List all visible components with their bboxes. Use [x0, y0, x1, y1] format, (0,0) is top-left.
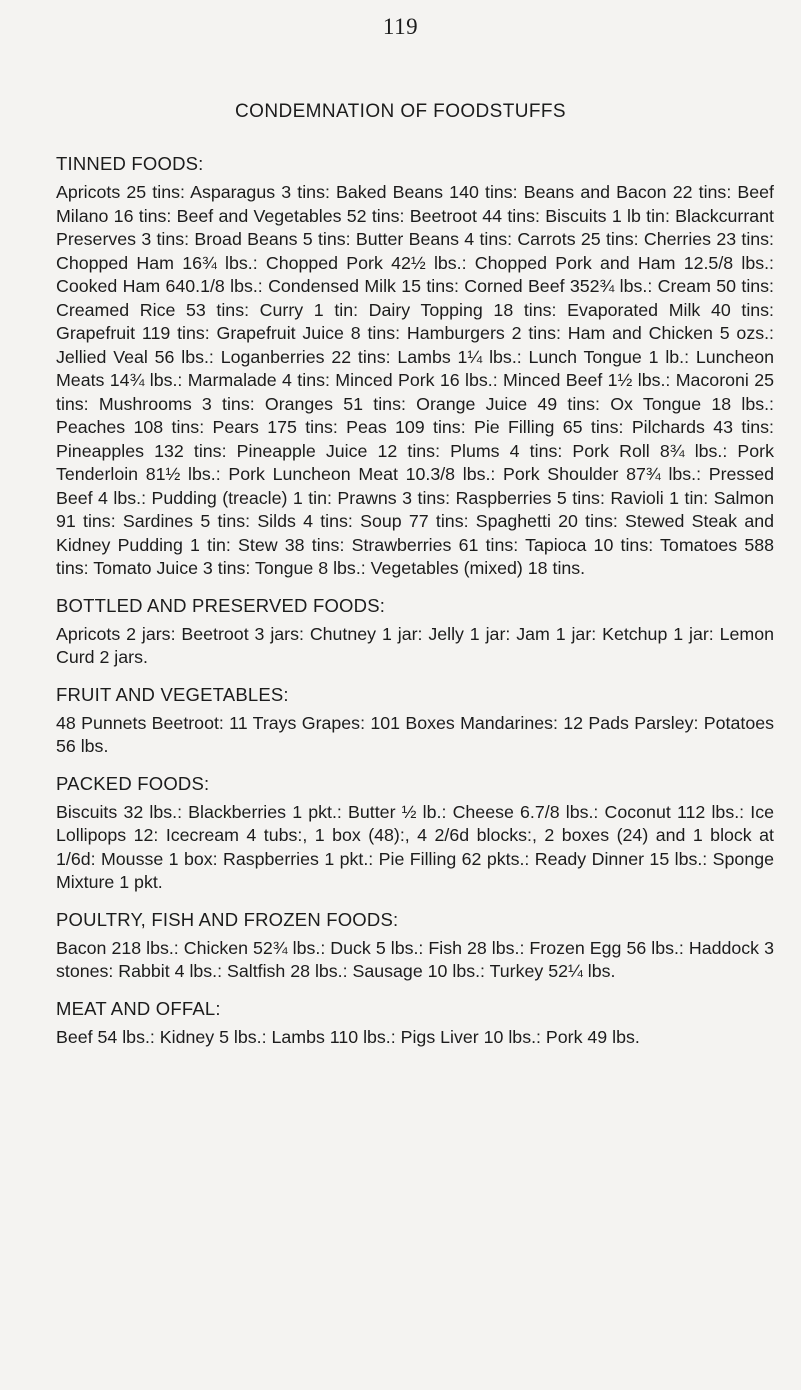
section-body: Bacon 218 lbs.: Chicken 52¾ lbs.: Duck 5 lbs.: Fish 28 lbs.: Frozen Egg 56 lbs.: Haddock 3 stones: Rabbit 4 lbs.: Saltfish 28 lbs.: Sausage 10 lbs.: Turkey 52¼ lbs.: [56, 937, 774, 981]
section-fruit-and-vegetables: [56, 684, 774, 759]
section-poultry-fish-and-frozen-foods: [56, 909, 774, 984]
section-heading: MEAT AND OFFAL:: [56, 997, 221, 1019]
section-heading: TINNED FOODS:: [56, 153, 204, 174]
document-content: [56, 153, 774, 1063]
document-title: CONDEMNATION OF FOODSTUFFS: [235, 101, 566, 122]
section-meat-and-offal: [56, 998, 774, 1050]
section-body: Biscuits 32 lbs.: Blackberries 1 pkt.: Butter ½ lb.: Cheese 6.7/8 lbs.: Coconut 112 lbs.: Ice Lollipops 12: Icecream 4 tubs:, 1 box (48):, 4 2/6d blocks:, 2 boxes (24) and 1 block at 1/6d: Mousse 1 box: Raspberries 1 pkt.: Pie Filling 62 pkts.: Ready Dinner 15 lbs.: Sponge Mixture 1 pkt.: [56, 801, 774, 892]
section-body: Apricots 25 tins: Asparagus 3 tins: Baked Beans 140 tins: Beans and Bacon 22 tins: Beef Milano 16 tins: Beef and Vegetables 52 tins: Beetroot 44 tins: Biscuits 1 lb tin: Blackcurrant Preserves 3 tins: Broad Beans 5 tins: Butter Beans 4 tins: Carrots 25 tins: Cherries 23 tins: Chopped Ham 16¾ lbs.: Chopped Pork 42½ lbs.: Chopped Pork and Ham 12.5/8 lbs.: Cooked Ham 640.1/8 lbs.: Condensed Milk 15 tins: Corned Beef 352¾ lbs.: Cream 50 tins: Creamed Rice 53 tins: Curry 1 tin: Dairy Topping 18 tins: Evaporated Milk 40 tins: Grapefruit 119 tins: Grapefruit Juice 8 tins: Hamburgers 2 tins: Ham and Chicken 5 ozs.: Jellied Veal 56 lbs.: Loganberries 22 tins: Lambs 1¼ lbs.: Lunch Tongue 1 lb.: Luncheon Meats 14¾ lbs.: Marmalade 4 tins: Minced Pork 16 lbs.: Minced Beef 1½ lbs.: Macoroni 25 tins: Mushrooms 3 tins: Oranges 51 tins: Orange Juice 49 tins: Ox Tongue 18 lbs.: Peaches 108 tins: Pears 175 tins: Peas 109 tins: Pie Filling 65 tins: Pilchards 43 tins: Pineapples 132 tins: Pineapple Juice 12 tins: Plums 4 tins: Pork Roll 8¾ lbs.: Pork Tenderloin 81½ lbs.: Pork Luncheon Meat 10.3/8 lbs.: Pork Shoulder 87¾ lbs.: Pressed Beef 4 lbs.: Pudding (treacle) 1 tin: Prawns 3 tins: Raspberries 5 tins: Ravioli 1 tin: Salmon 91 tins: Sardines 5 tins: Silds 4 tins: Soup 77 tins: Spaghetti 20 tins: Stewed Steak and Kidney Pudding 1 tin: Stew 38 tins: Strawberries 61 tins: Tapioca 10 tins: Tomatoes 588 tins: Tomato Juice 3 tins: Tongue 8 lbs.: Vegetables (mixed) 18 tins.: [56, 182, 774, 578]
section-body: Apricots 2 jars: Beetroot 3 jars: Chutney 1 jar: Jelly 1 jar: Jam 1 jar: Ketchup 1 jar: Lemon Curd 2 jars.: [56, 623, 774, 667]
section-tinned-foods: [56, 153, 774, 581]
section-bottled-and-preserved-foods: [56, 595, 774, 670]
page-number: 119: [382, 14, 419, 39]
section-heading: BOTTLED AND PRESERVED FOODS:: [56, 594, 386, 616]
section-heading: PACKED FOODS:: [56, 772, 210, 794]
section-heading: POULTRY, FISH AND FROZEN FOODS:: [56, 908, 399, 930]
section-heading: FRUIT AND VEGETABLES:: [56, 683, 289, 705]
section-body: 48 Punnets Beetroot: 11 Trays Grapes: 101 Boxes Mandarines: 12 Pads Parsley: Potatoes 56 lbs.: [56, 712, 774, 756]
section-body: Beef 54 lbs.: Kidney 5 lbs.: Lambs 110 lbs.: Pigs Liver 10 lbs.: Pork 49 lbs.: [56, 1026, 640, 1047]
section-packed-foods: [56, 773, 774, 895]
